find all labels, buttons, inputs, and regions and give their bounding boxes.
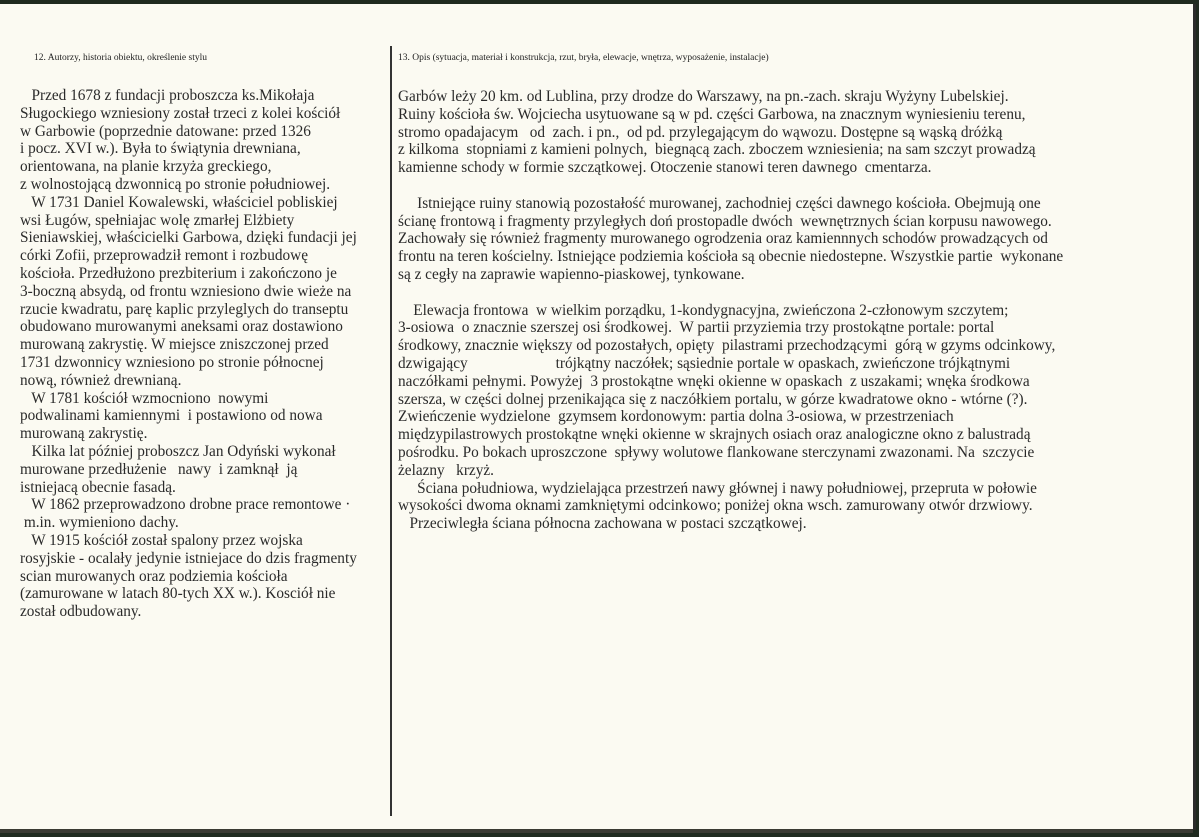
text-line: Istniejące ruiny stanowią pozostałość murowanej, zachodniej części dawnego kościoła. Obejmują one — [398, 194, 1041, 212]
text-line: rzucie kwadratu, parę kaplic przyleglych do transeptu — [20, 300, 349, 318]
text-line: wsi Ługów, spełniajac wolę zmarłej Elżbiety — [20, 211, 295, 229]
text-line: Przeciwległa ściana północna zachowana w postaci szczątkowej. — [398, 515, 807, 533]
text-line: żelazny krzyż. — [398, 461, 494, 479]
history-text — [20, 87, 357, 621]
text-line: obudowano murowanymi aneksami oraz dostawiono — [20, 318, 343, 336]
text-line: m.in. wymieniono dachy. — [20, 514, 179, 532]
text-line: (zamurowane w latach 80-tych XX w.). Kosciół nie — [20, 585, 336, 603]
text-line: Sieniawskiej, właścicielki Garbowa, dzięki fundacji jej — [20, 229, 357, 247]
text-line: kamienne schody w formie szczątkowej. Otoczenie stanowi teren dawnego cmentarza. — [398, 159, 932, 177]
text-line: 3-osiowa o znacznie szerszej osi środkowej. W partii przyziemia trzy prostokątne portale: portal — [398, 319, 995, 337]
text-line: scian murowanych oraz podziemia kościoła — [20, 567, 288, 585]
text-line: naczółkami pełnymi. Powyżej 3 prostokątne wnęki okienne w opaskach z uszakami; wnęka środkowa — [398, 372, 1030, 390]
text-line: 3-boczną absydą, od frontu wzniesiono dwie wieże na — [20, 282, 352, 300]
text-line: z kilkoma stopniami z kamieni polnych, biegnącą zach. zboczem wzniesienia; na sam szczyt prowadzą — [398, 141, 1036, 159]
text-line: Elewacja frontowa w wielkim porządku, 1-kondygnacyjna, zwieńczona 2-członowym szczytem; — [398, 301, 1009, 319]
text-line: W 1915 kościół został spalony przez wojska — [20, 531, 303, 549]
text-line: Przed 1678 z fundacji proboszcza ks.Mikołaja — [20, 87, 315, 104]
text-line: W 1862 przeprowadzono drobne prace remontowe · — [20, 496, 351, 514]
text-line: podwalinami kamiennymi i postawiono od nowa — [20, 407, 323, 425]
text-line: z wolnostojącą dzwonnicą po stronie południowej. — [20, 175, 331, 193]
text-line: Ruiny kościoła św. Wojciecha usytuowane są w pd. części Garbowa, na znacznym wyniesieniu terenu, — [398, 105, 1026, 123]
text-line: murowaną zakrystię. W miejsce zniszczonej przed — [20, 336, 329, 354]
text-line: murowane przedłużenie nawy i zamknął ją — [20, 460, 298, 478]
text-line: i pocz. XVI w.). Była to świątynia drewniana, — [20, 140, 301, 158]
text-line: Sługockiego wzniesiony został trzeci z kolei kościół — [20, 104, 341, 122]
text-line: rosyjskie - ocalały jedynie istniejace do dzis fragmenty — [20, 549, 357, 567]
text-line — [398, 177, 1063, 195]
text-line: są z cegły na zaprawie wapienno-piaskowej, tynkowane. — [398, 265, 745, 283]
text-line: ścianę frontową i fragmenty przyległych doń prostopadle dwóch wewnętrznych ścian korpusu nawowego. — [398, 212, 1052, 230]
text-line — [398, 284, 1063, 302]
text-line: dzwigający trójkątny naczółek; sąsiednie portale w opaskach, zwieńczone trójkątnymi — [398, 354, 1011, 372]
description-text — [398, 88, 1063, 533]
text-line: córki Zofii, przeprowadził remont i rozbudowę — [20, 247, 308, 265]
text-line: frontu na teren kościelny. Istniejące podziemia kościoła są obecnie niedostepne. Wszystkie partie wykonane — [398, 248, 1064, 266]
text-line: Kilka lat później proboszcz Jan Odyński wykonał — [20, 442, 336, 460]
column-divider — [390, 46, 392, 816]
text-line: środkowy, znacznie większy od pozostałych, opięty pilastrami przechodzącymi górą w gzyms odcinkowy, — [398, 337, 1056, 355]
text-line: W 1781 kościół wzmocniono nowymi — [20, 389, 269, 407]
text-line: został odbudowany. — [20, 603, 142, 621]
text-line: szersza, w części dolnej przenikająca się z naczółkiem portalu, w górze kwadratowe okno - wtórne (?). — [398, 390, 1028, 408]
text-line: międzypilastrowych prostokątne wnęki okienne w skrajnych osiach oraz analogiczne okno z balustradą — [398, 426, 1031, 444]
text-line: Ściana południowa, wydzielająca przestrzeń nawy głównej i nawy południowej, przepruta w połowie — [398, 479, 1037, 497]
section-12-header: 12. Autorzy, historia obiektu, określenie stylu — [34, 53, 207, 63]
text-line: Garbów leży 20 km. od Lublina, przy drodze do Warszawy, na pn.-zach. skraju Wyżyny Lubelskiej. — [398, 88, 1009, 105]
text-line: orientowana, na planie krzyża greckiego, — [20, 158, 272, 176]
text-line: w Garbowie (poprzednie datowane: przed 1326 — [20, 122, 311, 140]
document-page — [0, 4, 1196, 830]
section-13-header: 13. Opis (sytuacja, materiał i konstrukcja, rzut, bryła, elewacje, wnętrza, wyposażenie, instalacje) — [398, 53, 769, 63]
text-line: Zwieńczenie wydzielone gzymsem kordonowym: partia dolna 3-osiowa, w przestrzeniach — [398, 408, 954, 426]
text-line: W 1731 Daniel Kowalewski, właściciel pobliskiej — [20, 193, 338, 211]
text-line: istniejacą obecnie fasadą. — [20, 478, 176, 496]
text-line: kościoła. Przedłużono prezbiterium i zakończono je — [20, 264, 337, 282]
text-line: pośrodku. Po bokach uproszczone spływy wolutowe flankowane sterczynami zwazonami. Na szczycie — [398, 443, 1035, 461]
text-line: stromo opadajacym od zach. i pn., od pd. przylegającym do wąwozu. Dostępne są wąską dróżką — [398, 123, 1003, 141]
text-line: 1731 dzwonnicy wzniesiono po stronie północnej — [20, 353, 324, 371]
text-line: Zachowały się również fragmenty murowanego ogrodzenia oraz kamiennnych schodów prowadzących od — [398, 230, 1048, 248]
text-line: murowaną zakrystię. — [20, 425, 148, 443]
text-line: nową, również drewnianą. — [20, 371, 182, 389]
text-line: wysokości dwoma oknami zamkniętymi odcinkowo; poniżej okna wsch. zamurowany otwór drzwiowy. — [398, 497, 1033, 515]
